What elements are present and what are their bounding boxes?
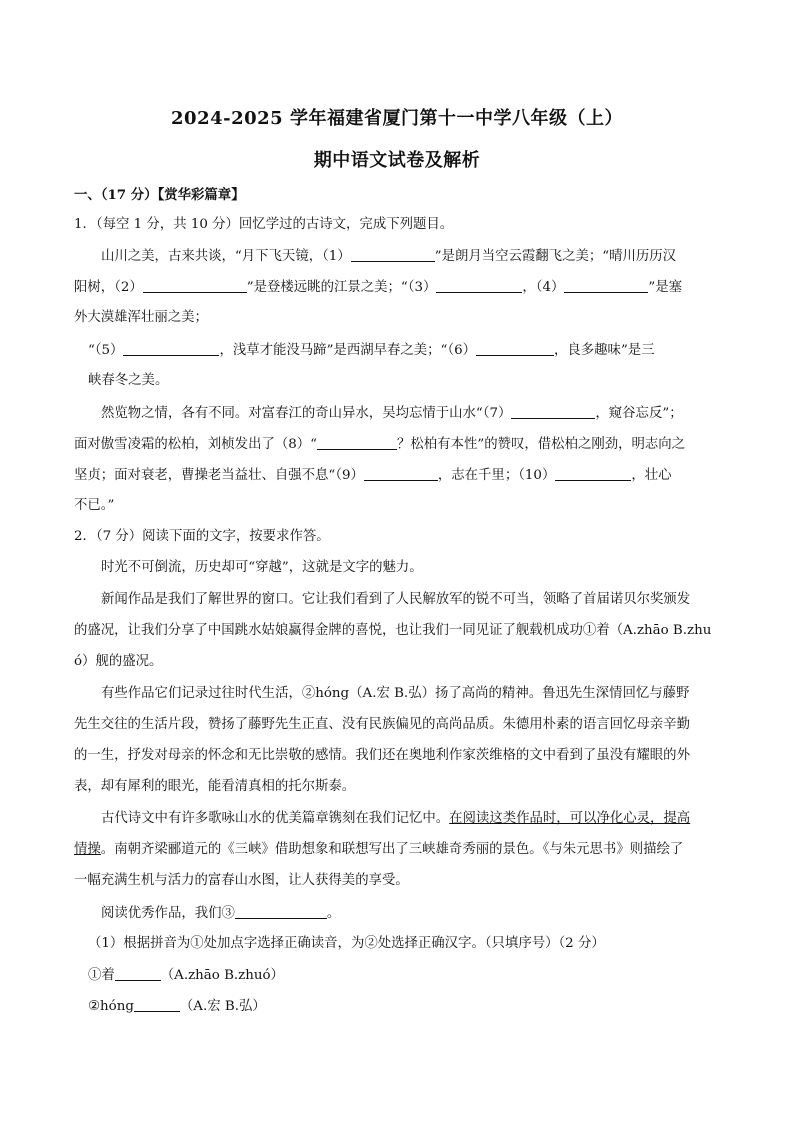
section-heading: 一、（17 分）【赏华彩篇章】 <box>74 187 245 203</box>
q1-paragraph-line: 外大漠雄浑壮丽之美； <box>74 310 208 325</box>
answer-blank-3[interactable] <box>436 278 522 293</box>
q2-paragraph-line: 情操。南朝齐梁郦道元的《三峡》借助想象和联想写出了三峡雄奇秀丽的景色。《与朱元思书》则描绘了 <box>74 842 684 857</box>
q1-paragraph-line: 阳树，（2） ”是登楼远眺的江景之美；“（3） ，（4） ”是塞 <box>74 280 683 295</box>
answer-blank-2[interactable] <box>143 278 247 293</box>
q1-paragraph-line: 不已。” <box>74 498 115 513</box>
answer-blank-7[interactable] <box>511 404 595 419</box>
q2-paragraph-line: 有些作品它们记录过往时代生活，②hóng（A.宏 B.弘）扬了高尚的精神。鲁迅先生深情回忆与藤野 <box>101 686 690 701</box>
q2-paragraph-line: 的一生，抒发对母亲的怀念和无比崇敬的感情。我们还在奥地利作家茨维格的文中看到了虽没有耀眼的外 <box>74 748 690 763</box>
q2-paragraph-line: 的盛况，让我们分享了中国跳水姑娘赢得金牌的喜悦，也让我们一同见证了舰载机成功①着（A.zhāo B.zhu <box>74 623 712 638</box>
answer-blank-5[interactable] <box>123 341 219 356</box>
answer-option-line: ②hóng （A.宏 B.弘） <box>88 999 266 1014</box>
q1-paragraph-line: 然览物之情，各有不同。对富春江的奇山异水，吴均忘情于山水“（7） ，窥谷忘反”； <box>101 406 683 421</box>
sub-question-1: （1）根据拼音为①处加点字选择正确读音，为②处选择正确汉字。（只填序号）（2 分） <box>88 936 605 951</box>
answer-blank-10[interactable] <box>555 466 631 481</box>
q1-paragraph-line: 山川之美，古来共谈，“月下飞天镜，（1） ”是朗月当空云霞翻飞之美；“晴川历历汉 <box>101 249 677 264</box>
question-2-intro: 2．（7 分）阅读下面的文字，按要求作答。 <box>74 529 330 544</box>
answer-blank-8[interactable] <box>317 435 397 450</box>
answer-blank-1[interactable] <box>351 247 435 262</box>
q2-paragraph-line: 阅读优秀作品，我们③ 。 <box>101 906 341 921</box>
question-1-intro: 1．（每空 1 分，共 10 分）回忆学过的古诗文，完成下列题目。 <box>74 217 454 232</box>
answer-blank-option-1[interactable] <box>115 966 161 981</box>
answer-blank-6[interactable] <box>476 341 554 356</box>
q1-paragraph-line: “（5） ，浅草才能没马蹄”是西湖早春之美；“（6） ，良多趣味”是三 <box>88 343 655 358</box>
q2-paragraph-line: 一幅充满生机与活力的富春山水图，让人获得美的享受。 <box>74 873 409 888</box>
q2-paragraph-line: 新闻作品是我们了解世界的窗口。它让我们看到了人民解放军的锐不可当，领略了首届诺贝尔奖颁发 <box>101 592 691 607</box>
answer-option-line: ①着 （A.zhāo B.zhuó） <box>88 968 284 983</box>
q1-paragraph-line: 坚贞；面对衰老，曹操老当益壮、自强不息“（9） ，志在千里；（10） ，壮心 <box>74 468 672 483</box>
page-subtitle: 期中语文试卷及解析 <box>313 150 481 171</box>
q2-paragraph-line: 古代诗文中有许多歌咏山水的优美篇章镌刻在我们记忆中。在阅读这类作品时，可以净化心灵，提高 <box>101 811 691 826</box>
page-title: 2024-2025 学年福建省厦门第十一中学八年级（上） <box>171 108 623 129</box>
answer-blank-option-2[interactable] <box>134 997 180 1012</box>
q2-paragraph-line: 先生交往的生活片段，赞扬了藤野先生正直、没有民族偏见的高尚品质。朱德用朴素的语言回忆母亲辛勤 <box>74 717 690 732</box>
q2-paragraph-line: 表，却有犀利的眼光，能看清真相的托尔斯泰。 <box>74 779 356 794</box>
answer-blank-3-circled[interactable] <box>235 904 327 919</box>
underlined-sentence: 情操 <box>74 842 101 857</box>
q1-paragraph-line: 面对傲雪凌霜的松柏，刘桢发出了（8）“ ？松柏有本性”的赞叹，借松柏之刚劲，明志向之 <box>74 437 686 452</box>
answer-blank-9[interactable] <box>364 466 438 481</box>
underlined-sentence: 在阅读这类作品时，可以净化心灵，提高 <box>449 811 691 826</box>
q2-paragraph-line: 时光不可倒流，历史却可“穿越”，这就是文字的魅力。 <box>101 560 423 575</box>
answer-blank-4[interactable] <box>564 278 648 293</box>
q1-paragraph-line: 峡春冬之美。 <box>88 373 169 388</box>
q2-paragraph-line: ó）舰的盛况。 <box>74 654 163 669</box>
